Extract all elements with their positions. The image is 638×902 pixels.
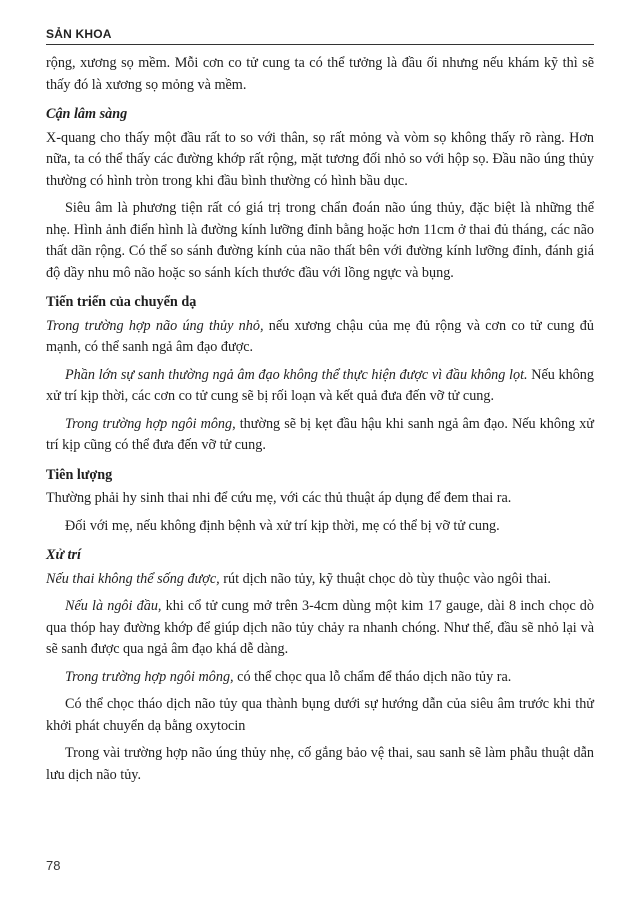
paragraph-lead-italic: Trong trường hợp não úng thủy nhỏ, [46,317,264,334]
paragraph-text: rút dịch não tủy, kỹ thuật chọc dò tùy thuộc vào ngôi thai. [219,570,551,587]
paragraph-text: có thể chọc qua lỗ chẩm để tháo dịch não tủy ra. [233,668,512,685]
paragraph-no-engagement [46,365,594,408]
paragraph-shunt: Trong vài trường hợp não úng thủy nhẹ, cố gắng bảo vệ thai, sau sanh sẽ làm phẫu thuật dẫn lưu dịch não tủy. [46,745,594,783]
paragraph-maternal-risk: Đối với mẹ, nếu không định bệnh và xử trí kịp thời, mẹ có thể bị vỡ tử cung. [65,517,500,534]
header-rule [46,44,594,45]
paragraph-breech-tap [46,667,594,689]
running-header-title: SẢN KHOA [46,27,112,41]
paragraph-cephalic [46,596,594,661]
paragraph-nonviable-fetus [46,569,594,591]
paragraph-lead-italic: Trong trường hợp ngôi mông, [65,668,234,685]
heading-tien-luong: Tiên lượng [46,466,113,483]
paragraph-lead-italic: Trong trường hợp ngôi mông, [65,415,236,432]
paragraph-text: thường sẽ bị kẹt đầu hậu khi sanh ngả âm đạo. Nếu không xử trí kịp cũng có thể đưa đến vỡ tử cung. [46,415,594,453]
paragraph-breech [46,414,594,457]
paragraph-xray: X-quang cho thấy một đầu rất to so với thân, sọ rất mỏng và vòm sọ không thấy rõ ràng. Hơn nữa, ta có thể thấy các đường khớp rất rộng, mặt tương đối nhỏ so với hộp sọ. Đầu não úng thủy thường có hình tròn trong khi đầu bình thường có hình bầu dục. [46,129,594,189]
page-body [46,53,594,792]
page-number: 78 [46,858,61,873]
paragraph-transabdominal: Có thể chọc tháo dịch não tủy qua thành bụng dưới sự hướng dẫn của siêu âm trước khi thử khởi phát chuyển dạ bằng oxytocin [46,696,594,734]
paragraph-lead-italic: Phần lớn sự sanh thường ngả âm đạo không thể thực hiện được vì đầu không lọt. [65,366,528,383]
paragraph-continuation: rộng, xương sọ mềm. Mỗi cơn co tử cung ta có thể tưởng là đầu ối nhưng nếu khám kỹ thì sẽ thấy đó là xương sọ mỏng và mềm. [46,55,594,93]
heading-xu-tri: Xử trí [46,547,81,563]
paragraph-text: Nếu không xử trí kịp thời, các cơn co tử cung sẽ bị rối loạn và kết quả đưa đến vỡ tử cung. [46,366,594,404]
heading-tien-trien: Tiến triển của chuyển dạ [46,294,197,310]
paragraph-ultrasound: Siêu âm là phương tiện rất có giá trị trong chẩn đoán não úng thủy, đặc biệt là những thể nhẹ. Hình ảnh điển hình là đường kính lưỡng đỉnh bằng hoặc hơn 11cm ở thai đủ tháng, các não thất dãn rộng. Có thể so sánh đường kính của não thất bên với đường kính lưỡng đỉnh, đánh giá độ dầy nhu mô não hoặc so sánh kích thước đầu với lồng ngực và bụng. [46,200,594,281]
paragraph-mild-hydrocephalus [46,316,594,359]
paragraph-text: khi cổ tử cung mở trên 3-4cm dùng một kim 17 gauge, dài 8 inch chọc dò qua thóp hay đường khớp để giúp dịch não tủy chảy ra nhanh chóng. Như thế, đầu sẽ nhỏ lại và sẽ sanh được qua ngả âm đạo khá dễ dàng. [46,598,594,657]
paragraph-text: nếu xương chậu của mẹ đủ rộng và cơn co tử cung đủ mạnh, có thể sanh ngả âm đạo được. [46,317,594,355]
heading-can-lam-sang: Cận lâm sàng [46,106,128,122]
paragraph-sacrifice-fetus: Thường phải hy sinh thai nhi để cứu mẹ, với các thủ thuật áp dụng để đem thai ra. [46,490,512,506]
paragraph-lead-italic: Nếu thai không thể sống được, [46,570,220,587]
paragraph-lead-italic: Nếu là ngôi đầu, [65,598,162,614]
